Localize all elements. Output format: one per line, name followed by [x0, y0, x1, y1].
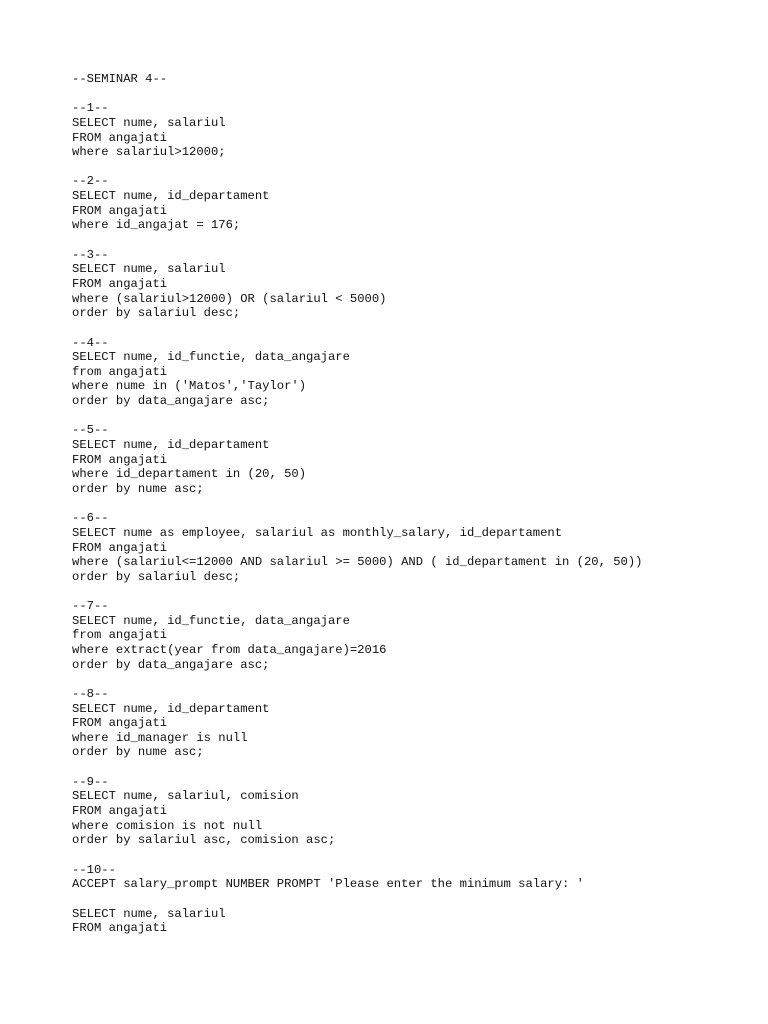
code-line: where id_manager is null	[72, 730, 248, 745]
blank-line	[72, 233, 768, 248]
code-line: from angajati	[72, 364, 168, 379]
blank-line	[72, 584, 768, 599]
code-line: ACCEPT salary_prompt NUMBER PROMPT 'Please enter the minimum salary: '	[72, 877, 584, 892]
section-heading: --10--	[72, 862, 116, 877]
code-line: SELECT nume, salariul	[72, 115, 226, 130]
blank-line	[72, 409, 768, 424]
section-heading: --1--	[72, 101, 109, 116]
code-line: FROM angajati	[72, 276, 168, 291]
code-line: order by nume asc;	[72, 745, 204, 760]
code-line: where nume in ('Matos','Taylor')	[72, 379, 307, 394]
section-heading: --3--	[72, 247, 109, 262]
code-line: order by salariul asc, comision asc;	[72, 833, 336, 848]
code-line: order by nume asc;	[72, 481, 204, 496]
blank-line	[72, 321, 768, 336]
code-line: where id_departament in (20, 50)	[72, 467, 307, 482]
code-line: order by salariul desc;	[72, 306, 241, 321]
code-line: FROM angajati	[72, 804, 168, 819]
section-heading: --2--	[72, 174, 109, 189]
code-line: where comision is not null	[72, 818, 263, 833]
code-line: SELECT nume, id_departament	[72, 701, 270, 716]
code-line: SELECT nume, id_departament	[72, 438, 270, 453]
section-heading: --6--	[72, 511, 109, 526]
blank-line	[72, 892, 768, 907]
code-line: from angajati	[72, 628, 168, 643]
code-line: order by salariul desc;	[72, 569, 241, 584]
code-line: FROM angajati	[72, 716, 168, 731]
section-heading: --SEMINAR 4--	[72, 72, 168, 86]
blank-line	[72, 87, 768, 102]
code-line: FROM angajati	[72, 203, 168, 218]
code-line: where extract(year from data_angajare)=2016	[72, 642, 387, 657]
section-heading: --4--	[72, 335, 109, 350]
section-heading: --9--	[72, 774, 109, 789]
code-line: where salariul>12000;	[72, 145, 226, 160]
section-heading: --8--	[72, 686, 109, 701]
code-line: FROM angajati	[72, 921, 168, 936]
blank-line	[72, 672, 768, 687]
code-line: FROM angajati	[72, 452, 168, 467]
code-line: SELECT nume, id_departament	[72, 189, 270, 204]
section-heading: --5--	[72, 423, 109, 438]
code-line: FROM angajati	[72, 540, 168, 555]
code-line: order by data_angajare asc;	[72, 394, 270, 409]
blank-line	[72, 497, 768, 512]
code-line: SELECT nume, id_functie, data_angajare	[72, 350, 350, 365]
code-line: where (salariul>12000) OR (salariul < 5000)	[72, 291, 387, 306]
code-line: FROM angajati	[72, 130, 168, 145]
code-line: SELECT nume, id_functie, data_angajare	[72, 613, 350, 628]
blank-line	[72, 160, 768, 175]
code-line: where id_angajat = 176;	[72, 218, 241, 233]
code-line: SELECT nume as employee, salariul as monthly_salary, id_departament	[72, 525, 563, 540]
code-line: SELECT nume, salariul	[72, 906, 226, 921]
document-page	[72, 72, 768, 936]
section-heading: --7--	[72, 599, 109, 614]
code-line: SELECT nume, salariul, comision	[72, 789, 299, 804]
blank-line	[72, 848, 768, 863]
code-line: SELECT nume, salariul	[72, 262, 226, 277]
code-line: order by data_angajare asc;	[72, 657, 270, 672]
blank-line	[72, 760, 768, 775]
code-line: where (salariul<=12000 AND salariul >= 5000) AND ( id_departament in (20, 50))	[72, 555, 643, 570]
